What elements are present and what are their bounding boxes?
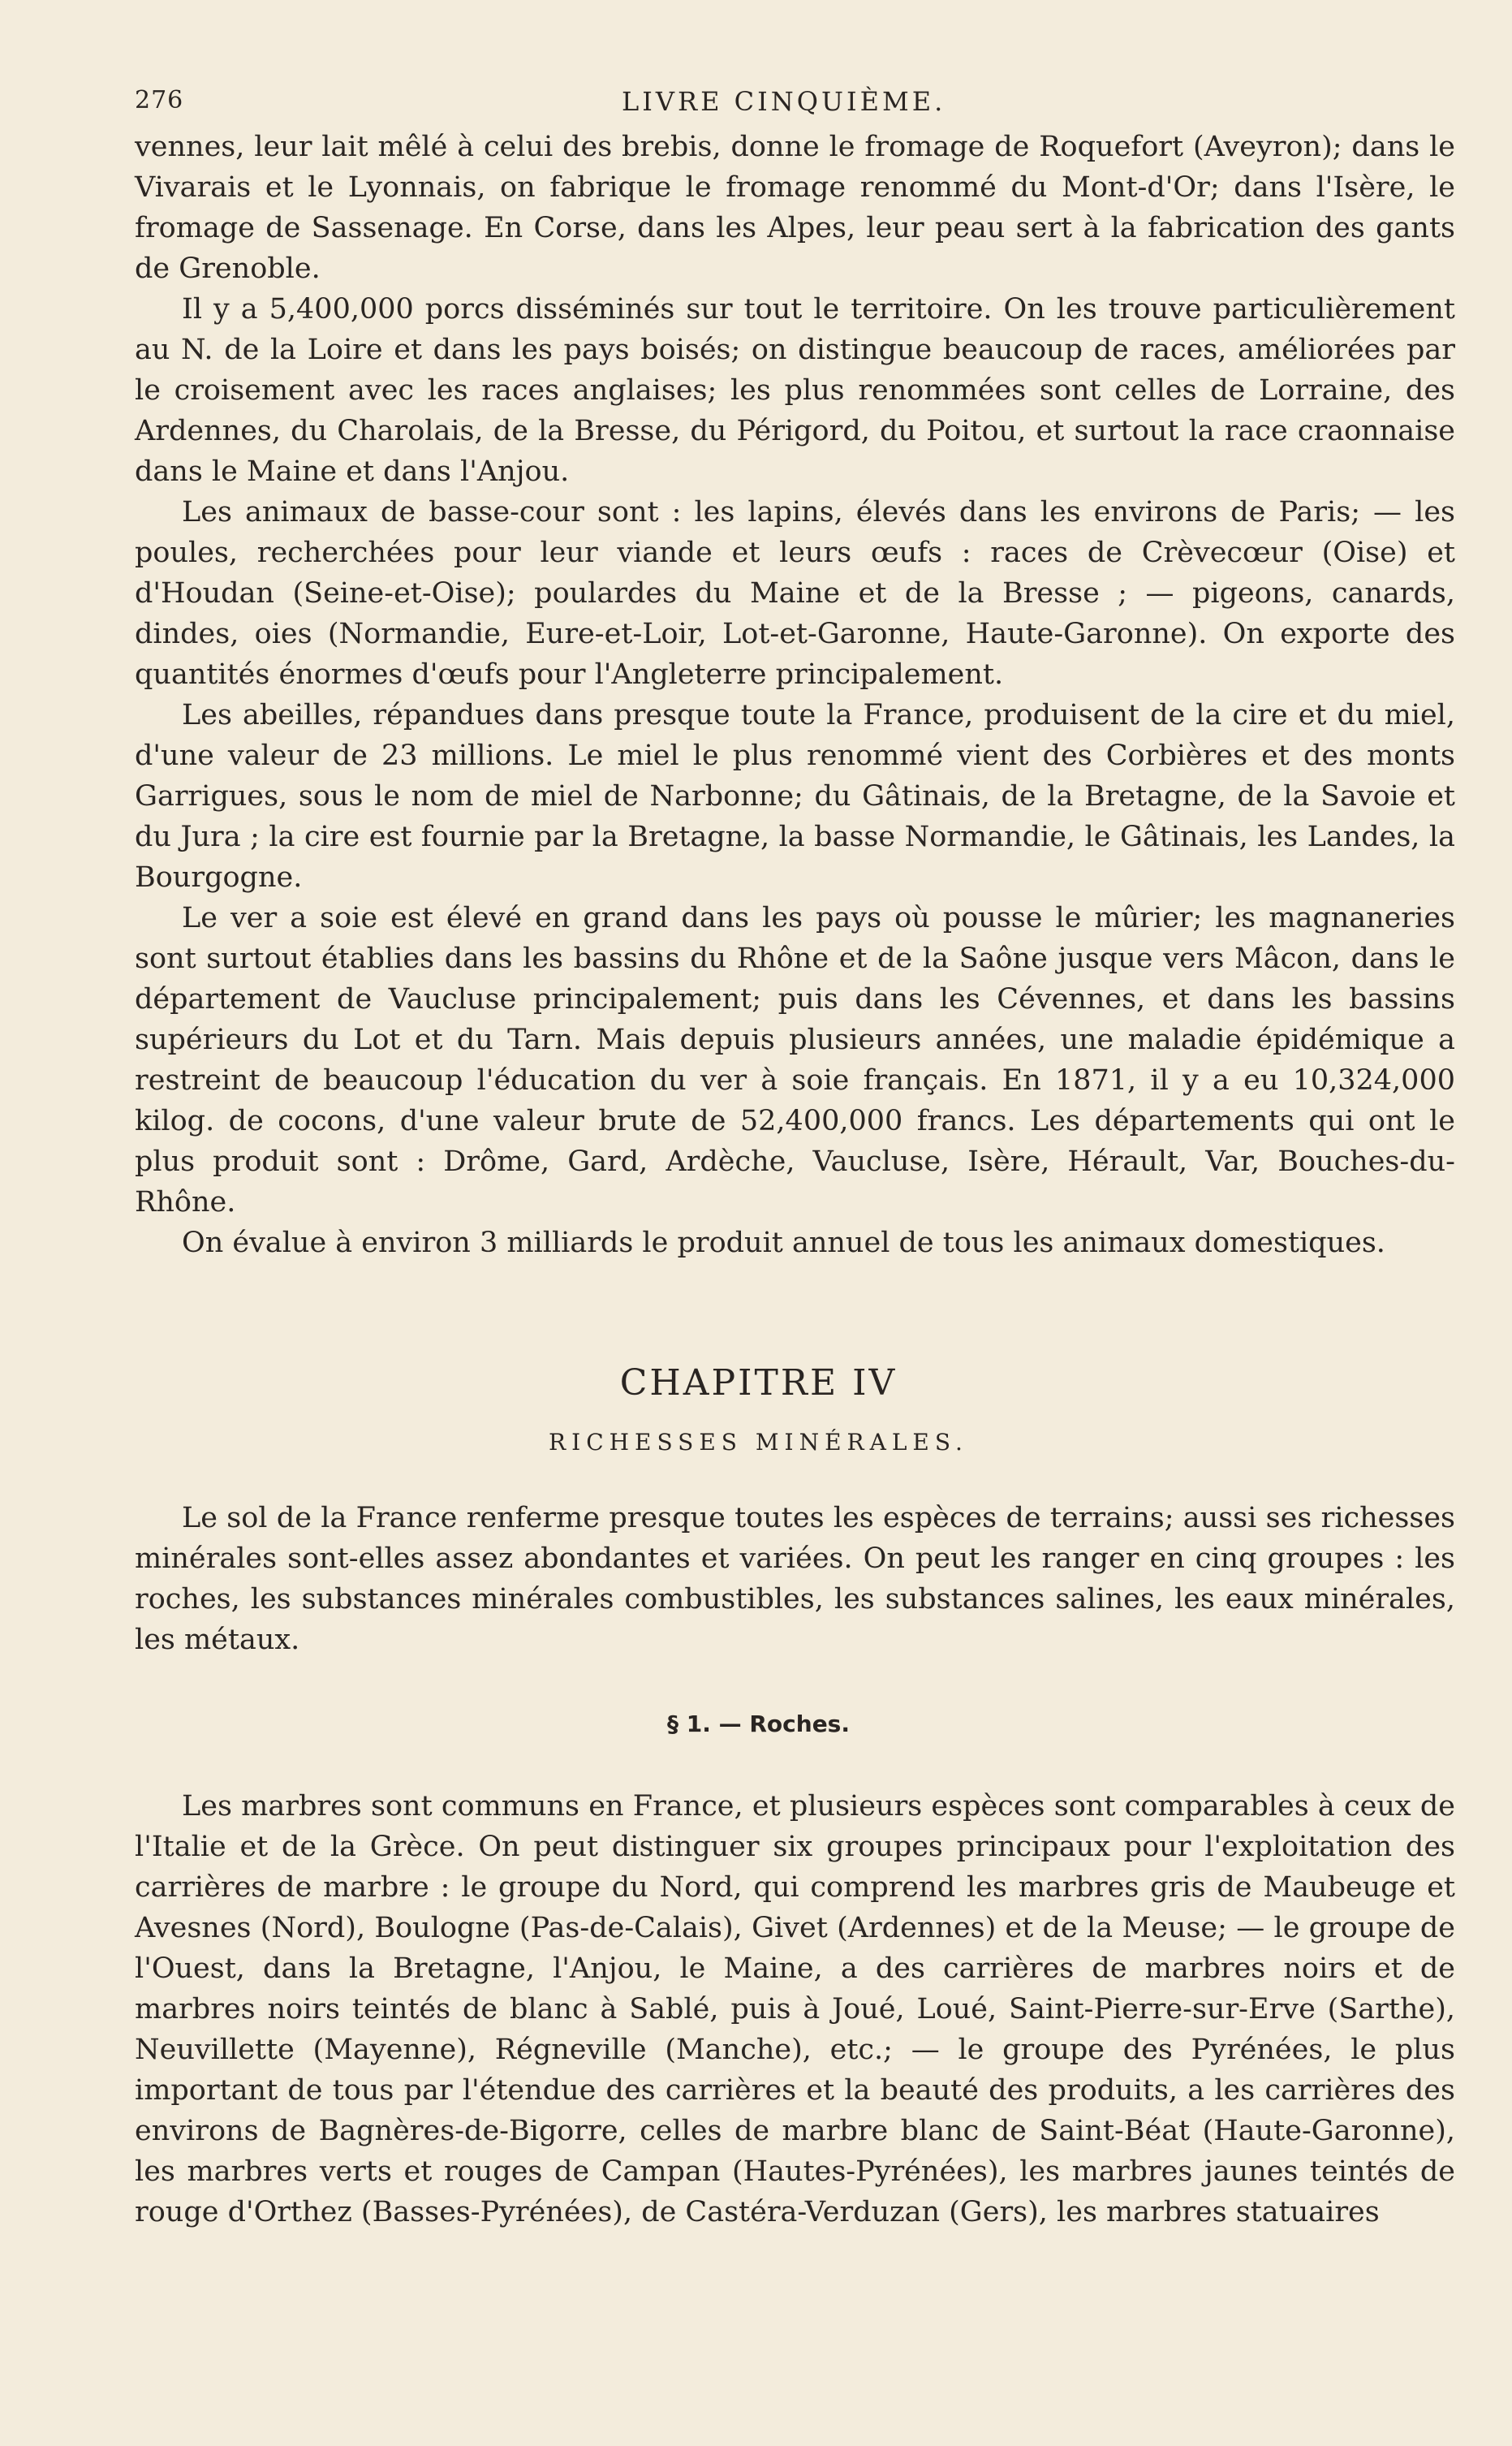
paragraph-goats: vennes, leur lait mêlé à celui des brebis, donne le fromage de Roquefort (Aveyron); dans le Vivarais et le Lyonnais, on fabrique le fromage renommé du Mont-d'Or; dans l'Isère, le fromage de Sassenage. En Corse, dans les Alpes, leur peau sert à la fabrication des gants de Grenoble. — [135, 131, 1455, 285]
paragraph-silkworm: Le ver a soie est élevé en grand dans les pays où pousse le mûrier; les magnaneries sont surtout établies dans les bassins du Rhône et de la Saône jusque vers Mâcon, dans le département de Vaucluse principalement; puis dans les Cévennes, et dans les bassins supérieurs du Lot et du Tarn. Mais depuis plusieurs années, une maladie épidémique a restreint de beaucoup l'éducation du ver à soie français. En 1871, il y a eu 10,324,000 kilog. de cocons, d'une valeur brute de 52,400,000 francs. Les départements qui ont le plus produit sont : Drôme, Gard, Ardèche, Vaucluse, Isère, Hérault, Var, Bouches-du-Rhône. — [135, 902, 1455, 1219]
chapter-title: CHAPITRE IV — [619, 1362, 898, 1404]
paragraph-bees: Les abeilles, répandues dans presque toute la France, produisent de la cire et du miel, d'une valeur de 23 millions. Le miel le plus renommé vient des Corbières et des monts Garrigues, sous le nom de miel de Narbonne; du Gâtinais, de la Bretagne, de la Savoie et du Jura ; la cire est fournie par la Bretagne, la basse Normandie, le Gâtinais, les Landes, la Bourgogne. — [135, 699, 1455, 894]
running-title: LIVRE CINQUIÈME. — [622, 86, 946, 117]
chapter-intro: Le sol de la France renferme presque toutes les espèces de terrains; aussi ses richesses minérales sont-elles assez abondantes et variées. On peut les ranger en cinq groupes : les roches, les substances minérales combustibles, les substances salines, les eaux minérales, les métaux. — [135, 1502, 1455, 1656]
paragraph-animal-value: On évalue à environ 3 milliards le produit annuel de tous les animaux domestiques. — [182, 1227, 1385, 1259]
body-text — [135, 127, 1455, 1263]
paragraph-poultry: Les animaux de basse-cour sont : les lapins, élevés dans les environs de Paris; — les poules, recherchées pour leur viande et leurs œufs : races de Crèvecœur (Oise) et d'Houdan (Seine-et-Oise); poulardes du Maine et de la Bresse ; — pigeons, canards, dindes, oies (Normandie, Eure-et-Loir, Lot-et-Garonne, Haute-Garonne). On exporte des quantités énormes d'œufs pour l'Angleterre principalement. — [135, 496, 1455, 691]
chapter-subtitle: RICHESSES MINÉRALES. — [549, 1429, 968, 1456]
running-head — [135, 78, 1455, 127]
paragraph-marbles: Les marbres sont communs en France, et plusieurs espèces sont comparables à ceux de l'Italie et de la Grèce. On peut distinguer six groupes principaux pour l'exploitation des carrières de marbre : le groupe du Nord, qui comprend les marbres gris de Maubeuge et Avesnes (Nord), Boulogne (Pas-de-Calais), Givet (Ardennes) et de la Meuse; — le groupe de l'Ouest, dans la Bretagne, l'Anjou, le Maine, a des carrières de marbres noirs et de marbres noirs teintés de blanc à Sablé, puis à Joué, Loué, Saint-Pierre-sur-Erve (Sarthe), Neuvillette (Mayenne), Régneville (Manche), etc.; — le groupe des Pyrénées, le plus important de tous par l'étendue des carrières et la beauté des produits, a les carrières des environs de Bagnères-de-Bigorre, celles de marbre blanc de Saint-Béat (Haute-Garonne), les marbres verts et rouges de Campan (Hautes-Pyrénées), les marbres jaunes teintés de rouge d'Orthez (Basses-Pyrénées), de Castéra-Verduzan (Gers), les marbres statuaires — [135, 1790, 1455, 2228]
section-heading: § 1. — Roches. — [667, 1710, 850, 1737]
paragraph-pigs: Il y a 5,400,000 porcs disséminés sur tout le territoire. On les trouve particulièrement au N. de la Loire et dans les pays boisés; on distingue beaucoup de races, améliorées par le croisement avec les races anglaises; les plus renommées sont celles de Lorraine, des Ardennes, du Charolais, de la Bresse, du Périgord, du Poitou, et surtout la race craonnaise dans le Maine et dans l'Anjou. — [135, 293, 1455, 488]
page-number: 276 — [135, 86, 184, 114]
chapter-intro-block — [135, 1498, 1455, 1660]
section-body — [135, 1786, 1455, 2232]
